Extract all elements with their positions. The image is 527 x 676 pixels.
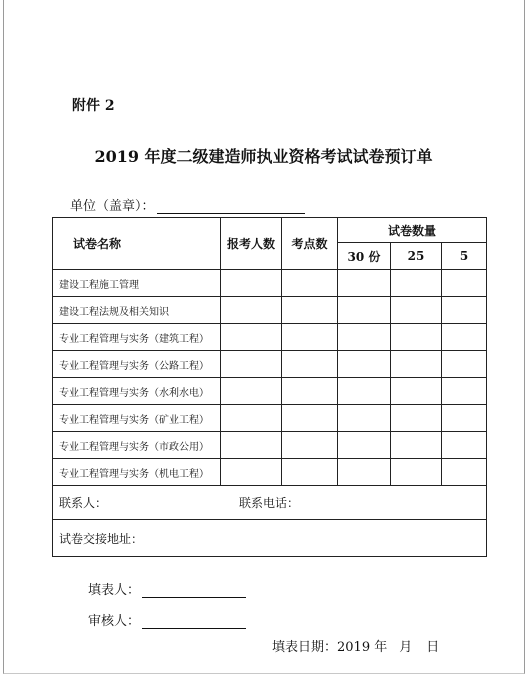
attachment-label: 附件 2 bbox=[72, 98, 115, 114]
applicants-cell[interactable] bbox=[221, 378, 282, 405]
unit-label: 单位（盖章）： bbox=[70, 199, 155, 214]
paper-name: 专业工程管理与实务（建筑工程） bbox=[53, 324, 221, 351]
sites-cell[interactable] bbox=[282, 432, 338, 459]
table-row bbox=[53, 270, 487, 297]
qty-30-cell[interactable] bbox=[338, 432, 391, 459]
sites-cell[interactable] bbox=[282, 405, 338, 432]
paper-name: 专业工程管理与实务（市政公用） bbox=[53, 432, 221, 459]
unit-signature-line[interactable] bbox=[157, 199, 305, 214]
phone-label: 联系电话： bbox=[239, 496, 300, 510]
applicants-cell[interactable] bbox=[221, 405, 282, 432]
header-quantity: 试卷数量 bbox=[338, 218, 487, 243]
qty-25-cell[interactable] bbox=[391, 270, 442, 297]
qty-5-cell[interactable] bbox=[442, 324, 487, 351]
qty-25-cell[interactable] bbox=[391, 324, 442, 351]
sites-cell[interactable] bbox=[282, 378, 338, 405]
qty-30-cell[interactable] bbox=[338, 324, 391, 351]
page-title: 2019 年度二级建造师执业资格考试试卷预订单 bbox=[94, 147, 433, 166]
applicants-cell[interactable] bbox=[221, 459, 282, 486]
contact-label: 联系人： bbox=[59, 496, 108, 510]
fill-date-day: 日 bbox=[426, 640, 440, 655]
header-qty-30: 30 份 bbox=[338, 243, 391, 270]
filler-signature-line[interactable] bbox=[142, 583, 246, 598]
qty-25-cell[interactable] bbox=[391, 459, 442, 486]
applicants-cell[interactable] bbox=[221, 297, 282, 324]
qty-30-cell[interactable] bbox=[338, 351, 391, 378]
qty-25-cell[interactable] bbox=[391, 297, 442, 324]
reviewer-row bbox=[88, 610, 246, 629]
qty-5-cell[interactable] bbox=[442, 432, 487, 459]
paper-name: 专业工程管理与实务（矿业工程） bbox=[53, 405, 221, 432]
fill-date bbox=[272, 636, 439, 655]
header-paper-name: 试卷名称 bbox=[53, 218, 221, 270]
paper-name: 建设工程法规及相关知识 bbox=[53, 297, 221, 324]
address-row bbox=[53, 520, 487, 557]
sites-cell[interactable] bbox=[282, 459, 338, 486]
qty-30-cell[interactable] bbox=[338, 459, 391, 486]
qty-5-cell[interactable] bbox=[442, 297, 487, 324]
header-applicants: 报考人数 bbox=[221, 218, 282, 270]
paper-name: 专业工程管理与实务（水利水电） bbox=[53, 378, 221, 405]
qty-5-cell[interactable] bbox=[442, 378, 487, 405]
qty-5-cell[interactable] bbox=[442, 405, 487, 432]
table-row bbox=[53, 324, 487, 351]
contact-cell[interactable] bbox=[53, 486, 487, 520]
table-row bbox=[53, 432, 487, 459]
paper-name: 专业工程管理与实务（公路工程） bbox=[53, 351, 221, 378]
qty-25-cell[interactable] bbox=[391, 351, 442, 378]
contact-row bbox=[53, 486, 487, 520]
qty-30-cell[interactable] bbox=[338, 405, 391, 432]
reviewer-label: 审核人： bbox=[88, 614, 141, 629]
table-row bbox=[53, 351, 487, 378]
qty-5-cell[interactable] bbox=[442, 270, 487, 297]
sites-cell[interactable] bbox=[282, 351, 338, 378]
sites-cell[interactable] bbox=[282, 270, 338, 297]
header-sites: 考点数 bbox=[282, 218, 338, 270]
qty-5-cell[interactable] bbox=[442, 459, 487, 486]
applicants-cell[interactable] bbox=[221, 270, 282, 297]
table-row bbox=[53, 459, 487, 486]
qty-30-cell[interactable] bbox=[338, 378, 391, 405]
unit-row bbox=[70, 195, 305, 214]
reviewer-signature-line[interactable] bbox=[142, 614, 246, 629]
fill-date-label: 填表日期：2019 年 bbox=[272, 640, 388, 655]
qty-25-cell[interactable] bbox=[391, 378, 442, 405]
paper-name: 专业工程管理与实务（机电工程） bbox=[53, 459, 221, 486]
qty-30-cell[interactable] bbox=[338, 270, 391, 297]
address-label: 试卷交接地址： bbox=[59, 531, 144, 546]
qty-25-cell[interactable] bbox=[391, 405, 442, 432]
paper-name: 建设工程施工管理 bbox=[53, 270, 221, 297]
order-table bbox=[52, 217, 487, 557]
table-row bbox=[53, 405, 487, 432]
applicants-cell[interactable] bbox=[221, 351, 282, 378]
sites-cell[interactable] bbox=[282, 297, 338, 324]
table-row bbox=[53, 297, 487, 324]
table-row bbox=[53, 378, 487, 405]
fill-date-month: 月 bbox=[399, 640, 413, 655]
qty-25-cell[interactable] bbox=[391, 432, 442, 459]
filler-label: 填表人： bbox=[88, 583, 141, 598]
qty-5-cell[interactable] bbox=[442, 351, 487, 378]
header-qty-25: 25 bbox=[391, 243, 442, 270]
applicants-cell[interactable] bbox=[221, 324, 282, 351]
qty-30-cell[interactable] bbox=[338, 297, 391, 324]
header-qty-5: 5 bbox=[442, 243, 487, 270]
address-cell[interactable] bbox=[53, 520, 487, 557]
applicants-cell[interactable] bbox=[221, 432, 282, 459]
filler-row bbox=[88, 579, 246, 598]
sites-cell[interactable] bbox=[282, 324, 338, 351]
